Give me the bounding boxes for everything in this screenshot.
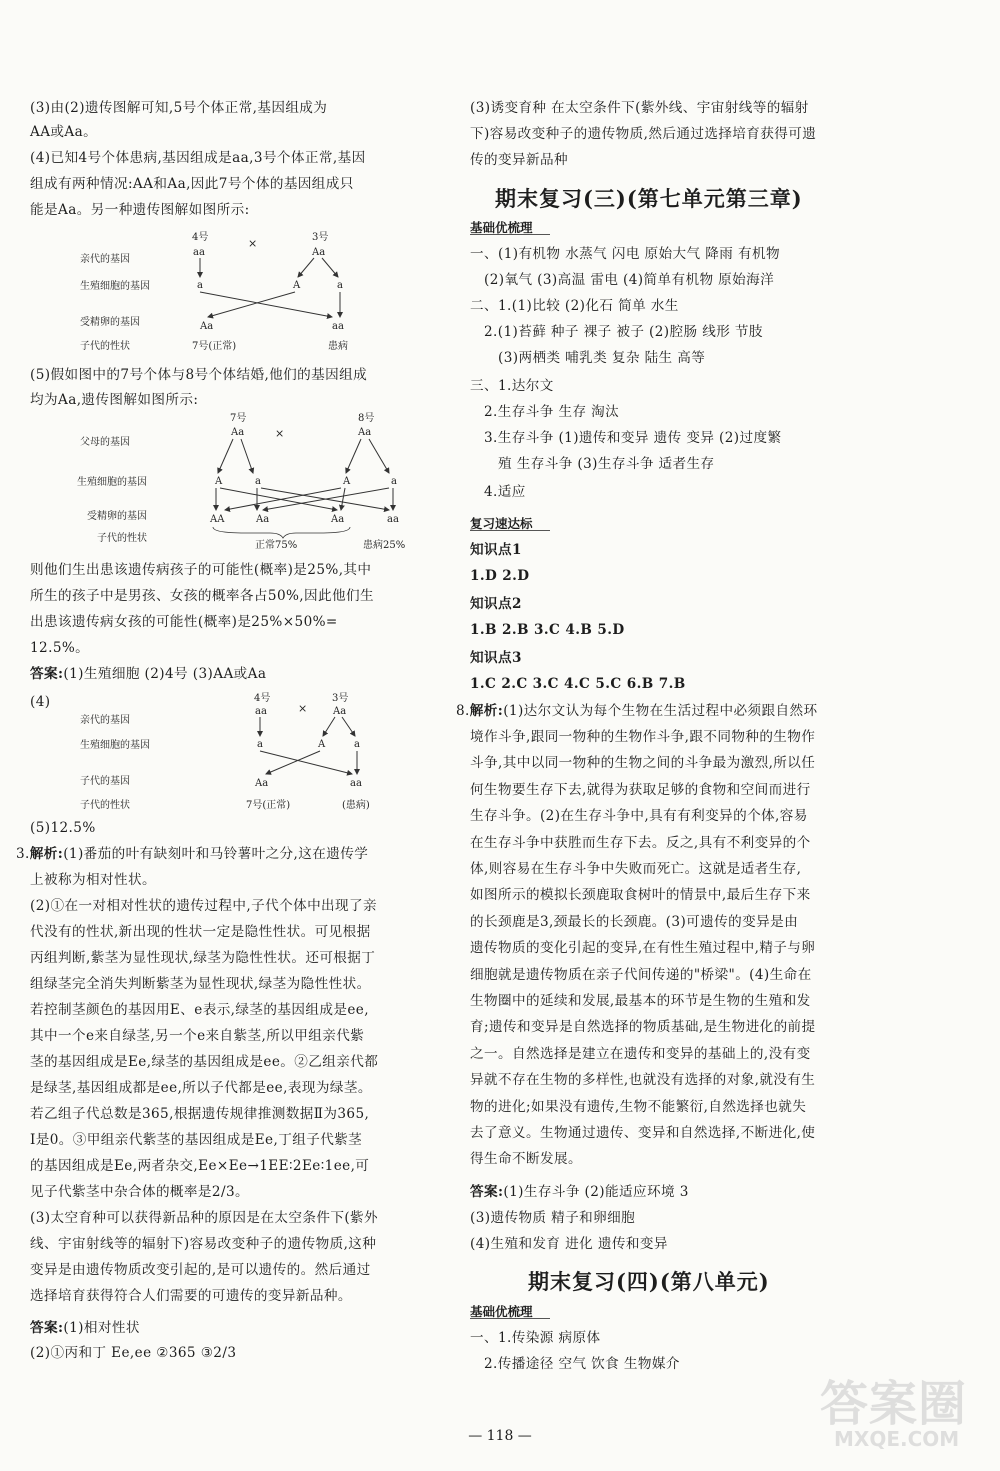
divider — [470, 234, 550, 235]
text-line: 则他们生出患该遗传病孩子的可能性(概率)是25%,其中 — [30, 562, 372, 578]
text-line: 何生物要生存下去,就得为获取足够的食物和空间而进行 — [470, 781, 811, 798]
text-line: 殖 生存斗争 (3)生存斗争 适者生存 — [498, 456, 715, 472]
text-line: 组成有两种情况:AA和Aa,因此7号个体的基因组成只 — [30, 176, 354, 192]
answer-list: 1.D 2.D — [470, 568, 530, 584]
analysis-label: 解析: — [29, 846, 64, 862]
answer-text: (1)相对性状 — [63, 1320, 140, 1336]
child-genotype: aa — [350, 778, 362, 789]
text-line: 代没有的性状,新出现的性状一定是隐性性状。可见根据 — [30, 924, 371, 940]
text-line: (5)12.5% — [30, 820, 96, 836]
text-line: 出患该遗传病女孩的可能性(概率)是25%×50%= — [30, 614, 338, 630]
text-line: (5)假如图中的7号个体与8号个体结婚,他们的基因组成 — [30, 367, 368, 383]
child-genotype: AA — [210, 514, 225, 525]
analysis-text: (1)达尔文认为每个生物在生活过程中必须跟自然环 — [503, 703, 818, 719]
text-line: 4.适应 — [484, 484, 526, 500]
analysis-text: (1)番茄的叶有缺刻叶和马铃薯叶之分,这在遗传学 — [63, 846, 369, 862]
parent-genotype: Aa — [231, 427, 245, 438]
parent-label: 4号 — [254, 693, 271, 704]
answer-text: (1)生存斗争 (2)能适应环境 3 — [503, 1184, 689, 1200]
diagram-label: 亲代的基因 — [80, 715, 130, 726]
analysis-label: 解析: — [469, 703, 504, 719]
divider — [470, 530, 550, 531]
text-line: (4) — [30, 694, 51, 710]
text-line: 2.(1)苔藓 种子 裸子 被子 (2)腔肠 线形 节肢 — [484, 324, 763, 340]
knowledge-point: 知识点1 — [470, 542, 522, 558]
child-trait: (患病) — [342, 800, 370, 811]
text-line: 境作斗争,跟同一物种的生物作斗争,跟不同物种的生物作 — [470, 729, 816, 745]
text-line: 一、(1)有机物 水蒸气 闪电 原始大气 降雨 有机物 — [470, 246, 780, 262]
watermark-logo — [820, 1365, 990, 1465]
parent-label: 8号 — [358, 413, 375, 424]
subsection-label: 基础优梳理 — [470, 220, 533, 235]
text-line: 物的进化;如果没有遗传,生物不能繁衍,自然选择也就失 — [470, 1098, 807, 1115]
text-line: 之一。自然选择是建立在遗传和变异的基础上的,没有变 — [470, 1045, 811, 1062]
parent-genotype: aa — [193, 247, 205, 258]
parent-label: 3号 — [312, 232, 329, 243]
text-line: AA或Aa。 — [30, 124, 98, 140]
watermark-url: MXQE.COM — [834, 1427, 960, 1451]
child-genotype: aa — [332, 321, 344, 332]
ratio-label: 患病25% — [363, 540, 406, 551]
genetic-diagram-3 — [80, 688, 400, 820]
text-line: 去了意义。生物通过遗传、变异和自然选择,不断进化,使 — [470, 1125, 816, 1141]
text-line: 的长颈鹿是3,颈最长的长颈鹿。(3)可遗传的变异是由 — [470, 913, 799, 930]
page-number: — 118 — — [468, 1428, 532, 1444]
text-line: 其中一个e来自绿茎,另一个e来自紫茎,所以甲组亲代紫 — [30, 1028, 365, 1044]
text-line: 如图所示的模拟长颈鹿取食树叶的情景中,最后生存下来 — [470, 887, 811, 904]
diagram-label: 子代的性状 — [80, 800, 130, 811]
text-line: 的基因组成是Ee,两者杂交,Ee×Ee→1EE∶2Ee∶1ee,可 — [30, 1158, 370, 1174]
gamete: A — [318, 739, 326, 750]
child-genotype: Aa — [255, 778, 269, 789]
question-8-first-line — [456, 703, 818, 719]
text-line: (3)两栖类 哺乳类 复杂 陆生 高等 — [498, 350, 706, 366]
question-number: 3. — [16, 846, 30, 862]
section-heading: 期末复习(四)(第八单元) — [528, 1269, 770, 1294]
text-line: 生存斗争。(2)在生存斗争中,具有有利变异的个体,容易 — [470, 808, 808, 825]
watermark-text: 答案圈 — [820, 1376, 968, 1432]
diagram-label: 子代的基因 — [80, 776, 130, 787]
text-line: 所生的孩子中是男孩、女孩的概率各占50%,因此他们生 — [30, 588, 374, 604]
answer-list: 1.B 2.B 3.C 4.B 5.D — [470, 622, 625, 638]
text-line: 变异是由遗传物质改变引起的,是可以遗传的。然后通过 — [30, 1262, 371, 1278]
text-line: (3)诱变育种 在太空条件下(紫外线、宇宙射线等的辐射 — [470, 100, 809, 116]
child-trait: 7号(正常) — [192, 341, 237, 352]
text-line: (2)氧气 (3)高温 雷电 (4)简单有机物 原始海洋 — [484, 272, 775, 288]
question-3-first-line — [16, 846, 368, 862]
child-trait: 患病 — [328, 341, 348, 352]
parent-label: 7号 — [230, 413, 247, 424]
text-line: (4)生殖和发育 进化 遗传和变异 — [470, 1236, 668, 1252]
text-line: 能是Aa。另一种遗传图解如图所示: — [30, 202, 250, 218]
text-line: 上被称为相对性状。 — [30, 872, 156, 888]
subsection-label: 复习速达标 — [470, 516, 533, 531]
answer-list: 1.C 2.C 3.C 4.C 5.C 6.B 7.B — [470, 676, 686, 692]
text-line: (3)太空育种可以获得新品种的原因是在太空条件下(紫外 — [30, 1210, 379, 1226]
answer-line — [470, 1184, 689, 1200]
text-line: 生物圈中的延续和发展,最基本的环节是生物的生殖和发 — [470, 993, 811, 1009]
answer-label: 答案: — [30, 1320, 64, 1336]
text-line: 丙组判断,紫茎为显性现状,绿茎为隐性性状。还可根据丁 — [30, 950, 376, 966]
answer-line — [30, 666, 266, 682]
gamete: a — [197, 280, 203, 291]
text-line: 异就不存在生物的多样性,也就没有选择的对象,就没有生 — [470, 1072, 816, 1089]
answer-label: 答案: — [470, 1184, 504, 1200]
text-line: 2.传播途径 空气 饮食 生物媒介 — [484, 1356, 680, 1372]
child-genotype: Aa — [331, 514, 345, 525]
text-line: 传的变异新品种 — [470, 152, 568, 168]
text-line: 二、1.(1)比较 (2)化石 简单 水生 — [470, 298, 679, 314]
text-line: 细胞就是遗传物质在亲子代间传递的"桥梁"。(4)生命在 — [470, 966, 812, 983]
parent-genotype: Aa — [333, 706, 347, 717]
text-line: 均为Aa,遗传图解如图所示: — [30, 392, 199, 408]
gamete: a — [354, 739, 360, 750]
diagram-label: 生殖细胞的基因 — [80, 281, 150, 292]
diagram-label: 亲代的基因 — [80, 254, 130, 265]
text-line: 斗争,其中以同一物种的生物之间的斗争最为激烈,所以任 — [470, 755, 816, 772]
gamete: a — [337, 280, 343, 291]
parent-label: 4号 — [192, 232, 209, 243]
genetic-diagram-1 — [80, 225, 400, 360]
text-line: 线、宇宙射线等的辐射下)容易改变种子的遗传物质,这种 — [30, 1236, 377, 1252]
parent-genotype: Aa — [312, 247, 326, 258]
text-line: 是绿茎,基因组成都是ee,所以子代都是ee,表现为绿茎。 — [30, 1080, 372, 1096]
diagram-label: 受精卵的基因 — [87, 511, 147, 522]
gamete: a — [257, 739, 263, 750]
text-line: (3)遗传物质 精子和卵细胞 — [470, 1210, 636, 1226]
text-line: 选择培育获得符合人们需要的可遗传的变异新品种。 — [30, 1288, 352, 1304]
text-line: 2.生存斗争 生存 淘汰 — [484, 404, 620, 420]
subsection-label: 基础优梳理 — [470, 1304, 533, 1319]
text-line: 组绿茎完全消失判断紫茎为显性现状,绿茎为隐性性状。 — [30, 976, 371, 992]
text-line: 见子代紫茎中杂合体的概率是2/3。 — [30, 1184, 249, 1200]
parent-genotype: aa — [255, 706, 267, 717]
diagram-label: 父母的基因 — [80, 437, 130, 448]
cross-symbol: × — [298, 702, 308, 715]
text-line: (4)已知4号个体患病,基因组成是aa,3号个体正常,基因 — [30, 150, 366, 166]
child-genotype: Aa — [256, 514, 270, 525]
diagram-label: 子代的性状 — [80, 341, 130, 352]
text-line: Ⅰ是0。③甲组亲代紫茎的基因组成是Ee,丁组子代紫茎 — [30, 1132, 363, 1148]
text-line: 一、1.传染源 病原体 — [470, 1330, 601, 1346]
gamete: A — [343, 476, 351, 487]
answer-text: (1)生殖细胞 (2)4号 (3)AA或Aa — [63, 666, 267, 682]
question-number: 8. — [456, 703, 470, 719]
diagram-label: 生殖细胞的基因 — [77, 477, 147, 488]
text-line: 体,则容易在生存斗争中失败而死亡。这就是适者生存, — [470, 861, 802, 877]
child-genotype: aa — [387, 514, 399, 525]
diagram-label: 受精卵的基因 — [80, 317, 140, 328]
text-line: 若乙组子代总数是365,根据遗传规律推测数据Ⅱ为365, — [30, 1106, 370, 1122]
answer-label: 答案: — [30, 666, 64, 682]
text-line: 茎的基因组成是Ee,绿茎的基因组成是ee。②乙组亲代都 — [30, 1054, 379, 1070]
parent-genotype: Aa — [358, 427, 372, 438]
child-trait: 7号(正常) — [246, 800, 291, 811]
text-line: 得生命不断发展。 — [470, 1151, 582, 1168]
text-line: 下)容易改变种子的遗传物质,然后通过选择培育获得可遗 — [470, 126, 817, 142]
ratio-label: 正常75% — [255, 540, 298, 551]
text-line: 三、1.达尔文 — [470, 378, 554, 394]
text-line: 12.5%。 — [30, 640, 90, 656]
text-line: 遗传物质的变化引起的变异,在有性生殖过程中,精子与卵 — [470, 940, 816, 957]
text-line: 若控制茎颜色的基因用E、e表示,绿茎的基因组成是ee, — [30, 1002, 369, 1018]
cross-symbol: × — [248, 237, 258, 250]
divider — [470, 1318, 550, 1319]
text-line: 育;遗传和变异是自然选择的物质基础,是生物进化的前提 — [470, 1019, 816, 1036]
child-genotype: Aa — [200, 321, 214, 332]
gamete: A — [293, 280, 301, 291]
answer-line — [30, 1320, 140, 1336]
text-line: 3.生存斗争 (1)遗传和变异 遗传 变异 (2)过度繁 — [484, 430, 782, 446]
section-heading: 期末复习(三)(第七单元第三章) — [495, 186, 803, 211]
knowledge-point: 知识点2 — [470, 596, 522, 612]
gamete: a — [391, 476, 397, 487]
diagram-label: 生殖细胞的基因 — [80, 740, 150, 751]
gamete: A — [215, 476, 223, 487]
diagram-label: 子代的性状 — [97, 533, 147, 544]
cross-symbol: × — [275, 427, 285, 440]
knowledge-point: 知识点3 — [470, 650, 522, 666]
text-line: 在生存斗争中获胜而生存下去。反之,具有不利变异的个 — [470, 834, 811, 851]
text-line: (2)①在一对相对性状的遗传过程中,子代个体中出现了亲 — [30, 898, 378, 914]
text-line: (2)①丙和丁 Ee,ee ②365 ③2/3 — [30, 1345, 237, 1361]
parent-label: 3号 — [332, 693, 349, 704]
gamete: a — [255, 476, 261, 487]
text-line: (3)由(2)遗传图解可知,5号个体正常,基因组成为 — [30, 100, 328, 116]
genetic-diagram-2 — [75, 410, 415, 552]
